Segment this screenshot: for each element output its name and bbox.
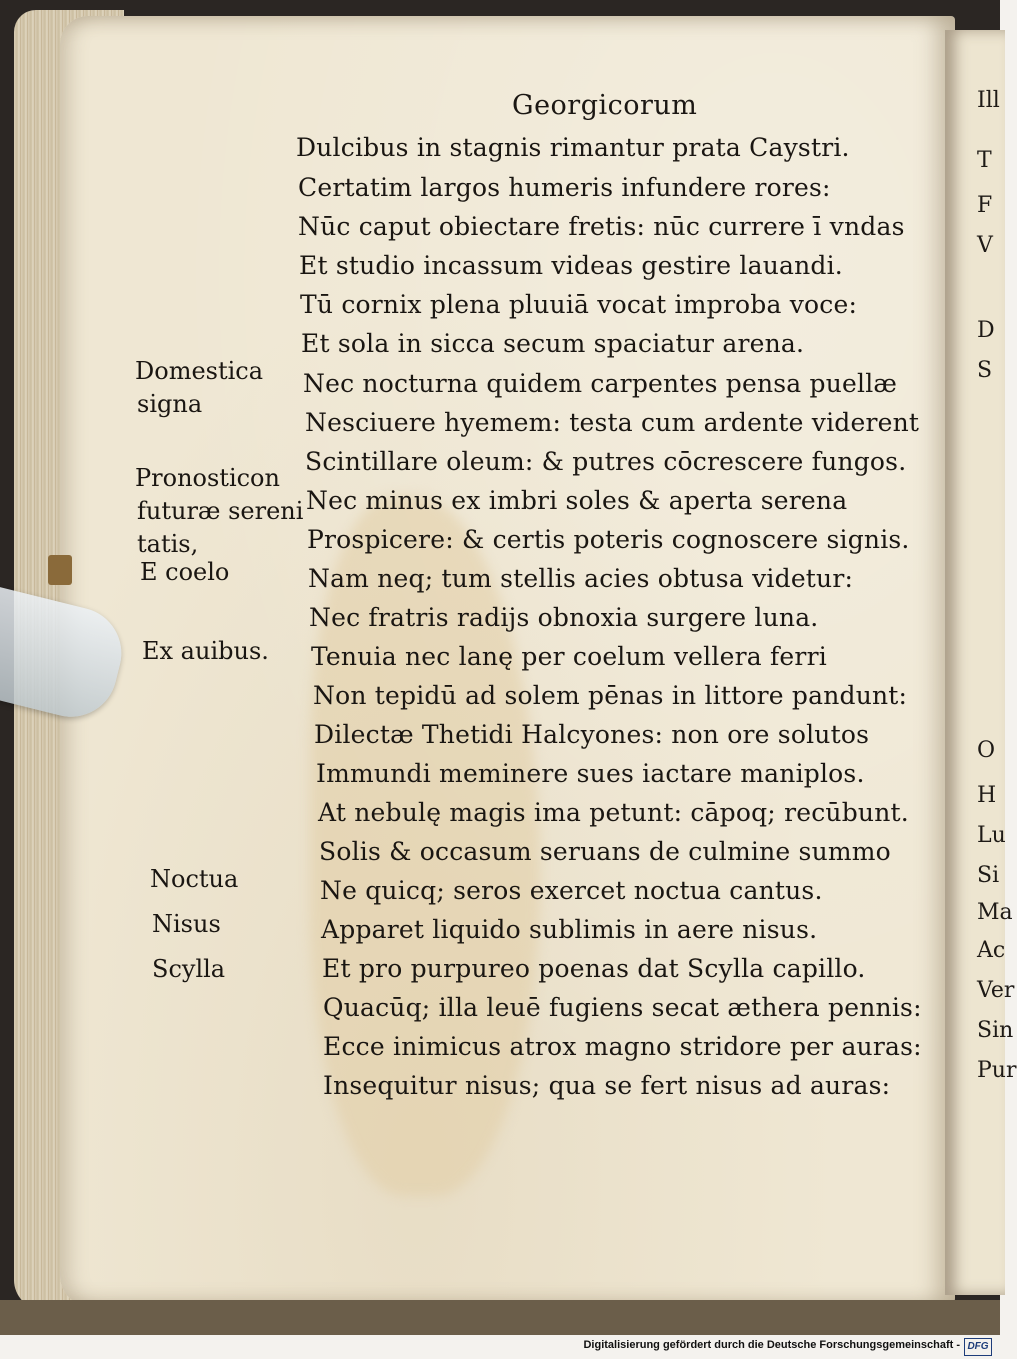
facing-page-fragment: V xyxy=(977,233,993,258)
marginal-note: Ex auibus. xyxy=(142,637,269,665)
verse-line: Solis & occasum seruans de culmine summo xyxy=(319,837,891,866)
verse-line: Tenuia nec lanę per coelum vellera ferri xyxy=(311,642,827,671)
verse-line: At nebulę magis ima petunt: cāpoq; recūbunt. xyxy=(318,798,909,827)
verse-line: Ne quicq; seros exercet noctua cantus. xyxy=(320,876,823,905)
facing-page-fragment: Pur xyxy=(977,1058,1017,1083)
book-bottom-edge xyxy=(0,1300,1000,1335)
footer-bar xyxy=(0,1335,1000,1359)
verse-line: Dilectæ Thetidi Halcyones: non ore solutos xyxy=(314,720,870,749)
verse-line: Non tepidū ad solem pēnas in littore pandunt: xyxy=(313,681,908,710)
verse-line: Scintillare oleum: & putres cōcrescere fungos. xyxy=(305,447,907,476)
marginal-note: Noctua xyxy=(150,865,239,893)
verse-line: Immundi meminere sues iactare maniplos. xyxy=(316,759,865,788)
facing-page-fragment: T xyxy=(977,148,992,173)
facing-page-fragment: Ac xyxy=(977,938,1006,963)
verse-line: Apparet liquido sublimis in aere nisus. xyxy=(321,915,818,944)
verse-line: Nec nocturna quidem carpentes pensa puellæ xyxy=(303,369,898,398)
verse-line: Prospicere: & certis poteris cognoscere signis. xyxy=(307,525,910,554)
facing-page-fragment: Ma xyxy=(977,900,1013,925)
dfg-logo: DFG xyxy=(964,1338,992,1356)
verse-line: Et studio incassum videas gestire lauandi. xyxy=(299,251,843,280)
verse-line: Nūc caput obiectare fretis: nūc currere ī vndas xyxy=(298,212,905,241)
verse-line: Ecce inimicus atrox magno stridore per auras: xyxy=(323,1032,922,1061)
facing-page-fragment: Ver xyxy=(977,978,1015,1003)
marginal-note: Scylla xyxy=(152,955,226,983)
verse-line: Nec minus ex imbri soles & aperta serena xyxy=(306,486,848,515)
facing-page-fragment: S xyxy=(977,358,993,383)
running-header: Georgicorum xyxy=(512,90,698,121)
verse-line: Certatim largos humeris infundere rores: xyxy=(298,173,831,202)
facing-page-fragment: H xyxy=(977,783,997,808)
verse-line: Nam neq; tum stellis acies obtusa videtur: xyxy=(308,564,854,593)
bookmark-tab xyxy=(48,555,72,585)
marginal-note: signa xyxy=(137,390,203,418)
marginal-note: futuræ sereni xyxy=(137,497,304,525)
verse-line: Et pro purpureo poenas dat Scylla capillo. xyxy=(322,954,866,983)
verse-line: Dulcibus in stagnis rimantur prata Caystri. xyxy=(296,133,850,162)
verse-line: Tū cornix plena pluuiā vocat improba voce: xyxy=(300,290,858,319)
facing-page-fragment: O xyxy=(977,738,996,763)
facing-page xyxy=(945,30,1017,1295)
marginal-note: Nisus xyxy=(152,910,221,938)
marginal-note: tatis, xyxy=(137,530,199,558)
marginal-note: Pronosticon xyxy=(135,464,280,492)
facing-page-fragment: Ill xyxy=(977,88,1000,113)
facing-page-fragment: D xyxy=(977,318,995,343)
verse-line: Quacūq; illa leuē fugiens secat æthera pennis: xyxy=(323,993,922,1022)
facing-page-fragment: Si xyxy=(977,863,1000,888)
verse-line: Nec fratris radijs obnoxia surgere luna. xyxy=(309,603,819,632)
marginal-note: Domestica xyxy=(135,357,264,385)
verse-line: Nesciuere hyemem: testa cum ardente viderent xyxy=(305,408,920,437)
verse-line: Insequitur nisus; qua se fert nisus ad auras: xyxy=(323,1071,891,1100)
facing-page-fragment: Sin xyxy=(977,1018,1014,1043)
marginal-note: E coelo xyxy=(140,558,230,586)
facing-page-fragment: F xyxy=(977,193,993,218)
facing-page-fragment: Lu xyxy=(977,823,1006,848)
funding-credit: Digitalisierung gefördert durch die Deutsche Forschungsgemeinschaft - xyxy=(583,1339,960,1351)
verse-line: Et sola in sicca secum spaciatur arena. xyxy=(301,329,805,358)
